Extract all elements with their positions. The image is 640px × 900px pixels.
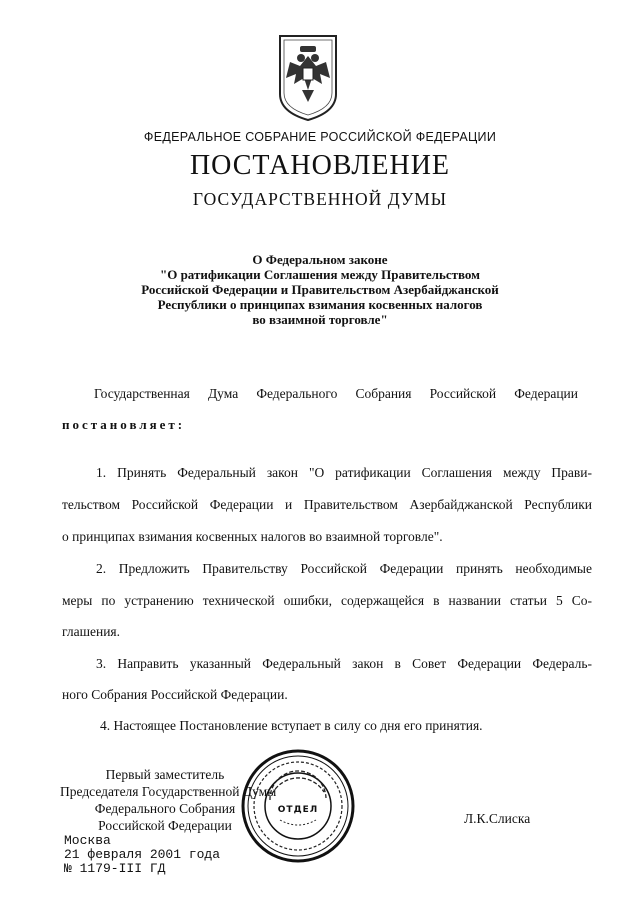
position-line: Российской Федерации: [98, 818, 232, 833]
russian-coat-of-arms-icon: [276, 32, 340, 122]
position-line: Председателя Государственной Думы: [60, 784, 277, 799]
signatory-name: Л.К.Слиска: [464, 811, 531, 826]
position-line: Первый заместитель: [105, 767, 225, 782]
official-seal-stamp: [240, 748, 356, 864]
position-line: Федерального Собрания: [94, 801, 236, 816]
document-subtitle: ГОСУДАРСТВЕННОЙ ДУМЫ: [192, 189, 448, 209]
item-line: 4. Настоящее Постановление вступает в силу со дня его принятия.: [100, 718, 483, 733]
subject-line: во взаимной торговле": [252, 312, 388, 327]
item-line: тельством Российской Федерации и Правительством Азербайджанской Республики: [62, 497, 592, 512]
subject-line: Российской Федерации и Правительством Азербайджанской: [141, 282, 499, 297]
item-line: 3. Направить указанный Федеральный закон в Совет Федерации Федераль-: [96, 656, 592, 671]
subject-block: [0, 252, 640, 327]
stamp-center-text: ОТДЕЛ: [277, 805, 319, 815]
document-footer: [64, 834, 220, 876]
subject-line: Республики о принципах взимания косвенных налогов: [157, 297, 483, 312]
subject-line: О Федеральном законе: [252, 252, 388, 267]
subject-line: "О ратификации Соглашения между Правительством: [159, 267, 481, 282]
footer-number: № 1179-III ГД: [64, 861, 166, 876]
preamble: Государственная Дума Федерального Собрания Российской Федерации: [94, 386, 578, 401]
item-line: 2. Предложить Правительству Российской Федерации принять необходимые: [96, 561, 592, 576]
item-line: ного Собрания Российской Федерации.: [62, 687, 288, 702]
resolves-word: постановляет:: [62, 417, 186, 432]
item-line: о принципах взимания косвенных налогов во взаимной торговле".: [62, 529, 443, 544]
item-line: глашения.: [62, 624, 121, 639]
organization-name: ФЕДЕРАЛЬНОЕ СОБРАНИЕ РОССИЙСКОЙ ФЕДЕРАЦИИ: [143, 130, 497, 144]
footer-date: 21 февраля 2001 года: [64, 847, 221, 862]
item-line: меры по устранению технической ошибки, содержащейся в названии статьи 5 Со-: [62, 593, 592, 608]
document-title: ПОСТАНОВЛЕНИЕ: [189, 150, 451, 181]
signatory-position: [60, 766, 277, 834]
footer-city: Москва: [64, 833, 111, 848]
item-line: 1. Принять Федеральный закон "О ратификации Соглашения между Прави-: [96, 465, 592, 480]
